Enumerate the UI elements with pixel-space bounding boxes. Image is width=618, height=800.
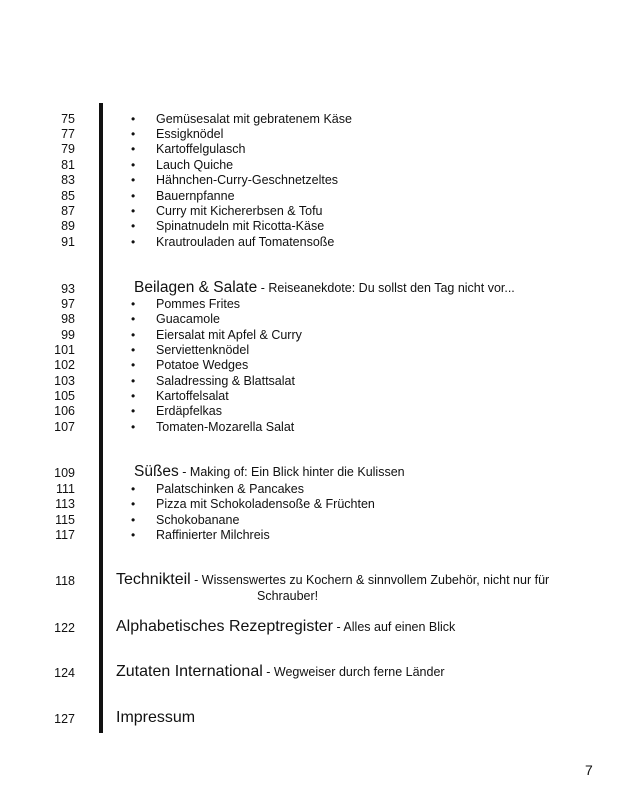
entry-page-number: 79 — [61, 142, 75, 156]
bullet-icon: • — [131, 189, 136, 203]
page-number: 7 — [585, 762, 593, 778]
entry-page-number: 113 — [55, 497, 75, 511]
entry-page-number: 75 — [61, 112, 75, 126]
major-page-number: 122 — [54, 621, 75, 635]
vertical-divider-bar — [99, 103, 103, 733]
subheading-line — [134, 463, 405, 481]
major-title: Zutaten International — [116, 663, 263, 680]
entry-title: Erdäpfelkas — [156, 404, 223, 418]
bullet-icon: • — [131, 219, 136, 233]
entry-title: Tomaten-Mozarella Salat — [156, 420, 295, 434]
entry-title: Serviettenknödel — [156, 343, 250, 357]
bullet-icon: • — [131, 328, 136, 342]
entry-page-number: 102 — [54, 358, 75, 372]
entry-title: Essigknödel — [156, 127, 224, 141]
bullet-icon: • — [131, 173, 136, 187]
entry-title: Kartoffelsalat — [156, 389, 229, 403]
entry-page-number: 111 — [55, 482, 75, 496]
entry-title: Lauch Quiche — [156, 158, 234, 172]
entry-page-number: 103 — [54, 374, 75, 388]
bullet-icon: • — [131, 374, 136, 388]
bullet-icon: • — [131, 497, 136, 511]
major-description: - Wissenswertes zu Kochern & sinnvollem Zubehör, nicht nur für — [190, 573, 550, 587]
entry-title: Raffinierter Milchreis — [156, 528, 270, 542]
entry-page-number: 106 — [54, 404, 75, 418]
entry-title: Schokobanane — [156, 513, 240, 527]
subheading-description: - Reiseanekdote: Du sollst den Tag nicht vor... — [257, 281, 515, 295]
entry-page-number: 115 — [55, 513, 75, 527]
entry-page-number: 97 — [61, 297, 75, 311]
bullet-icon: • — [131, 404, 136, 418]
bullet-icon: • — [131, 420, 136, 434]
major-title: Impressum — [116, 709, 196, 726]
entry-page-number: 91 — [61, 235, 75, 249]
bullet-icon: • — [131, 158, 136, 172]
entry-page-number: 105 — [54, 389, 75, 403]
bullet-icon: • — [131, 235, 136, 249]
major-line — [116, 571, 549, 589]
entry-title: Bauernpfanne — [156, 189, 235, 203]
entry-title: Gemüsesalat mit gebratenem Käse — [156, 112, 352, 126]
entry-title: Spinatnudeln mit Ricotta-Käse — [156, 219, 325, 233]
entry-page-number: 117 — [55, 528, 75, 542]
entry-page-number: 85 — [61, 189, 75, 203]
subheading-page-number: 93 — [61, 282, 75, 296]
subheading-line — [134, 279, 515, 297]
major-description: - Alles auf einen Blick — [333, 620, 456, 634]
major-title: Technikteil — [116, 571, 191, 588]
entry-title: Guacamole — [156, 312, 220, 326]
bullet-icon: • — [131, 482, 136, 496]
entry-title: Potatoe Wedges — [156, 358, 249, 372]
entry-title: Eiersalat mit Apfel & Curry — [156, 328, 302, 342]
entry-page-number: 87 — [61, 204, 75, 218]
subheading-description: - Making of: Ein Blick hinter die Kulissen — [178, 465, 405, 479]
bullet-icon: • — [131, 204, 136, 218]
entry-page-number: 107 — [54, 420, 75, 434]
major-line — [116, 663, 445, 681]
subheading-page-number: 109 — [54, 466, 75, 480]
entry-title: Krautrouladen auf Tomatensoße — [156, 235, 335, 249]
entry-title: Palatschinken & Pancakes — [156, 482, 305, 496]
entry-title: Kartoffelgulasch — [156, 142, 246, 156]
entry-title: Curry mit Kichererbsen & Tofu — [156, 204, 323, 218]
entry-page-number: 77 — [61, 127, 75, 141]
entry-page-number: 81 — [61, 158, 75, 172]
major-page-number: 118 — [55, 574, 75, 588]
bullet-icon: • — [131, 343, 136, 357]
bullet-icon: • — [131, 112, 136, 126]
major-page-number: 124 — [54, 666, 75, 680]
bullet-icon: • — [131, 142, 136, 156]
bullet-icon: • — [131, 513, 136, 527]
major-page-number: 127 — [54, 712, 75, 726]
bullet-icon: • — [131, 127, 136, 141]
bullet-icon: • — [131, 297, 136, 311]
entry-page-number: 99 — [61, 328, 75, 342]
entry-title: Hähnchen-Curry-Geschnetzeltes — [156, 173, 339, 187]
entry-page-number: 89 — [61, 219, 75, 233]
major-line — [116, 618, 455, 636]
major-line — [116, 709, 195, 727]
entry-title: Pommes Frites — [156, 297, 241, 311]
major-title: Alphabetisches Rezeptregister — [116, 618, 334, 635]
entry-page-number: 98 — [61, 312, 75, 326]
entry-title: Saladressing & Blattsalat — [156, 374, 295, 388]
entry-page-number: 101 — [54, 343, 75, 357]
major-description: - Wegweiser durch ferne Länder — [262, 665, 445, 679]
bullet-icon: • — [131, 528, 136, 542]
major-description-continued: Schrauber! — [257, 589, 319, 603]
entry-page-number: 83 — [61, 173, 75, 187]
subheading-title: Beilagen & Salate — [134, 279, 258, 296]
subheading-title: Süßes — [134, 463, 179, 480]
bullet-icon: • — [131, 389, 136, 403]
bullet-icon: • — [131, 358, 136, 372]
entry-title: Pizza mit Schokoladensoße & Früchten — [156, 497, 375, 511]
bullet-icon: • — [131, 312, 136, 326]
